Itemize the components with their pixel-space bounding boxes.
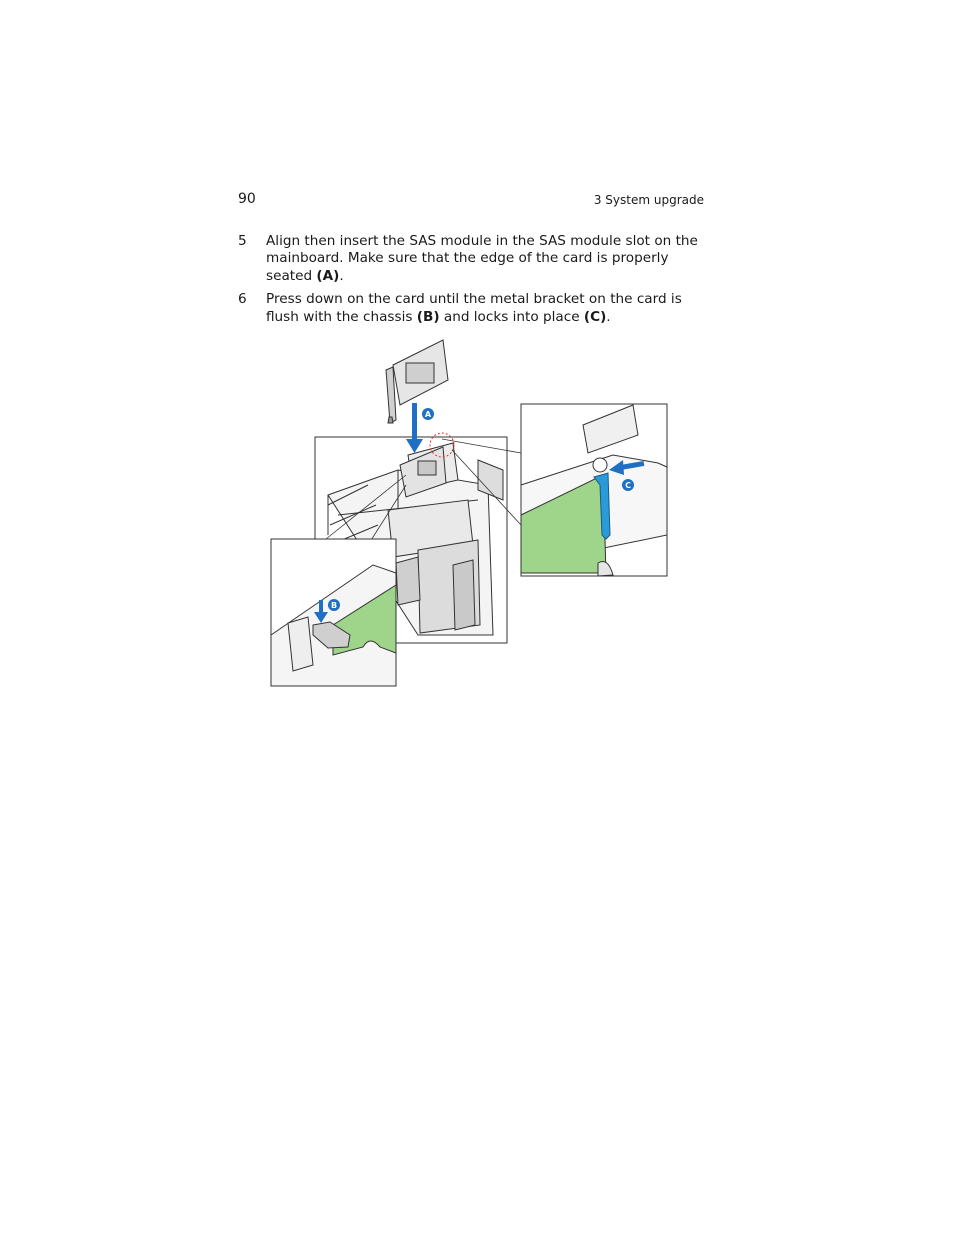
step-text: Align then insert the SAS module in the SAS module slot on the mainboard. Make sure that the edge of the card is properly seated <box>266 233 698 284</box>
page-header <box>238 191 704 211</box>
page-number: 90 <box>238 191 256 207</box>
callout-a-label: A <box>424 410 432 419</box>
step-text-end: . <box>339 267 344 284</box>
callout-b-label: B <box>330 601 338 610</box>
step-5 <box>238 233 708 285</box>
instruction-steps <box>238 233 708 332</box>
callout-ref-a: (A) <box>316 267 340 284</box>
callout-ref-b: (B) <box>416 308 440 325</box>
sas-module-installation-figure <box>268 335 672 691</box>
running-head: 3 System upgrade <box>593 193 704 207</box>
step-text-end: . <box>606 308 611 325</box>
step-text-middle: and locks into place <box>439 308 584 325</box>
step-number: 5 <box>238 233 247 249</box>
callout-ref-c: (C) <box>583 308 607 325</box>
detail-view-b <box>271 539 396 686</box>
step-6 <box>238 291 708 326</box>
step-text: Press down on the card until the metal bracket on the card is flush with the chassis <box>266 291 682 325</box>
callout-c-label: C <box>625 481 631 490</box>
step-number: 6 <box>238 291 247 308</box>
detail-view-c <box>521 404 667 576</box>
